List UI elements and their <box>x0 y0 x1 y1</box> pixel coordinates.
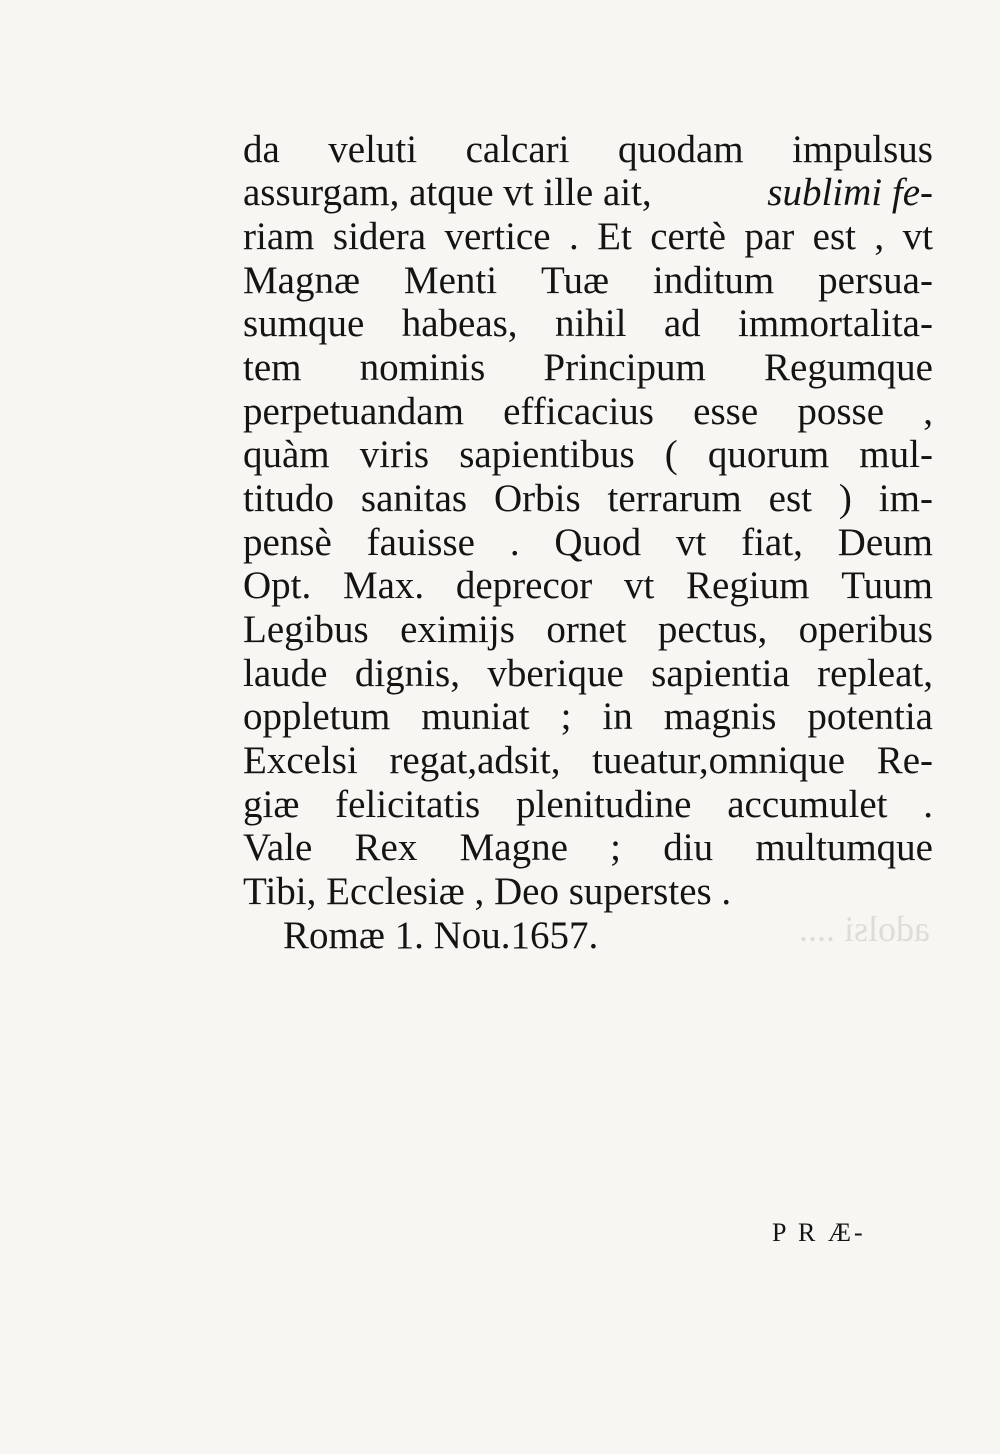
word: nominis <box>359 346 486 389</box>
word: Re- <box>876 739 933 782</box>
word: Et <box>597 215 632 258</box>
word: Magnæ <box>243 259 360 302</box>
text-line-16 <box>243 783 933 827</box>
word: est <box>768 477 812 520</box>
word: mul- <box>859 433 933 476</box>
word: felicitatis <box>335 783 481 826</box>
word: veluti <box>328 128 418 171</box>
word: sapientibus <box>459 433 635 476</box>
word: vt <box>902 215 933 258</box>
text-line-3 <box>243 215 933 259</box>
text-line-14 <box>243 695 933 739</box>
word: calcari <box>465 128 570 171</box>
word: Menti <box>403 259 498 302</box>
word: persua- <box>818 259 933 302</box>
word: Rex <box>354 826 418 869</box>
word: Max. <box>342 564 425 607</box>
word: . <box>568 215 579 258</box>
word: perpetuandam <box>243 390 464 433</box>
text-line-6 <box>243 346 933 390</box>
text-line-2 <box>243 171 933 215</box>
word: da <box>243 128 280 171</box>
word: pensè <box>243 521 332 564</box>
word: Regumque <box>764 346 933 389</box>
word: oppletum <box>243 695 391 738</box>
text-line-2-roman: assurgam, atque vt ille ait, <box>243 171 652 214</box>
text-line-2-italic: sublimi fe- <box>767 171 933 214</box>
text-line-7 <box>243 390 933 434</box>
text-line-17 <box>243 826 933 870</box>
word: , <box>874 215 885 258</box>
word: efficacius <box>503 390 654 433</box>
word: . <box>923 783 933 826</box>
catchword: P R Æ- <box>772 1218 866 1247</box>
word: impulsus <box>792 128 933 171</box>
word: Legibus <box>243 608 369 651</box>
word: esse <box>693 390 759 433</box>
word: nihil <box>554 302 627 345</box>
word: Vale <box>243 826 313 869</box>
word: fauisse <box>366 521 475 564</box>
word: vt <box>623 564 655 607</box>
word: inditum <box>652 259 775 302</box>
word: in <box>602 695 633 738</box>
word: laude <box>243 652 328 695</box>
text-line-18: Tibi, Ecclesiæ , Deo superstes . <box>243 870 732 913</box>
word: riam <box>243 215 315 258</box>
word: ) <box>838 477 852 520</box>
word: giæ <box>243 783 300 826</box>
word: ; <box>610 826 621 869</box>
word: quodam <box>617 128 744 171</box>
word: diu <box>663 826 714 869</box>
word: , <box>923 390 933 433</box>
text-line-12 <box>243 608 933 652</box>
word: posse <box>797 390 885 433</box>
word: fiat, <box>741 521 803 564</box>
word: sidera <box>332 215 427 258</box>
word: Principum <box>543 346 706 389</box>
word: regat,adsit, <box>389 739 561 782</box>
word: quàm <box>243 433 330 476</box>
word: vertice <box>444 215 551 258</box>
word: Orbis <box>493 477 581 520</box>
word: vt <box>675 521 707 564</box>
word: potentia <box>807 695 933 738</box>
word: im- <box>878 477 933 520</box>
word: ornet <box>546 608 627 651</box>
word: habeas, <box>401 302 518 345</box>
text-line-1 <box>243 128 933 172</box>
word: sanitas <box>360 477 468 520</box>
word: titudo <box>243 477 335 520</box>
text-line-5 <box>243 302 933 346</box>
dateline: Romæ 1. Nou.1657. <box>283 914 599 957</box>
word: multumque <box>755 826 933 869</box>
text-line-4 <box>243 259 933 303</box>
word: sapientia <box>651 652 790 695</box>
word: eximijs <box>400 608 515 651</box>
word: Tuæ <box>541 259 609 302</box>
word: est <box>812 215 856 258</box>
word: tem <box>243 346 302 389</box>
word: Excelsi <box>243 739 358 782</box>
text-line-13 <box>243 652 933 696</box>
word: repleat, <box>817 652 933 695</box>
text-line-8 <box>243 433 933 477</box>
word: par <box>744 215 795 258</box>
word: Opt. <box>243 564 312 607</box>
word: pectus, <box>657 608 768 651</box>
word: muniat <box>421 695 530 738</box>
word: certè <box>650 215 726 258</box>
word: Tuum <box>841 564 933 607</box>
word: ad <box>663 302 701 345</box>
word: . <box>509 521 520 564</box>
word: vberique <box>487 652 624 695</box>
word: immortalita- <box>738 302 933 345</box>
word: ; <box>560 695 572 738</box>
word: deprecor <box>455 564 593 607</box>
word: ( <box>664 433 678 476</box>
word: accumulet <box>727 783 888 826</box>
show-through-text: adolsi .... <box>799 909 930 949</box>
word: Magne <box>459 826 568 869</box>
word: magnis <box>663 695 777 738</box>
word: terrarum <box>607 477 742 520</box>
text-line-11 <box>243 564 933 608</box>
text-line-9 <box>243 477 933 521</box>
word: operibus <box>798 608 933 651</box>
word: sumque <box>243 302 365 345</box>
word: dignis, <box>354 652 460 695</box>
word: quorum <box>707 433 830 476</box>
word: plenitudine <box>516 783 692 826</box>
word: tueatur,omnique <box>592 739 846 782</box>
text-line-10 <box>243 521 933 565</box>
word: Regium <box>686 564 810 607</box>
word: viris <box>359 433 430 476</box>
word: Deum <box>837 521 933 564</box>
text-line-15 <box>243 739 933 783</box>
word: Quod <box>554 521 642 564</box>
